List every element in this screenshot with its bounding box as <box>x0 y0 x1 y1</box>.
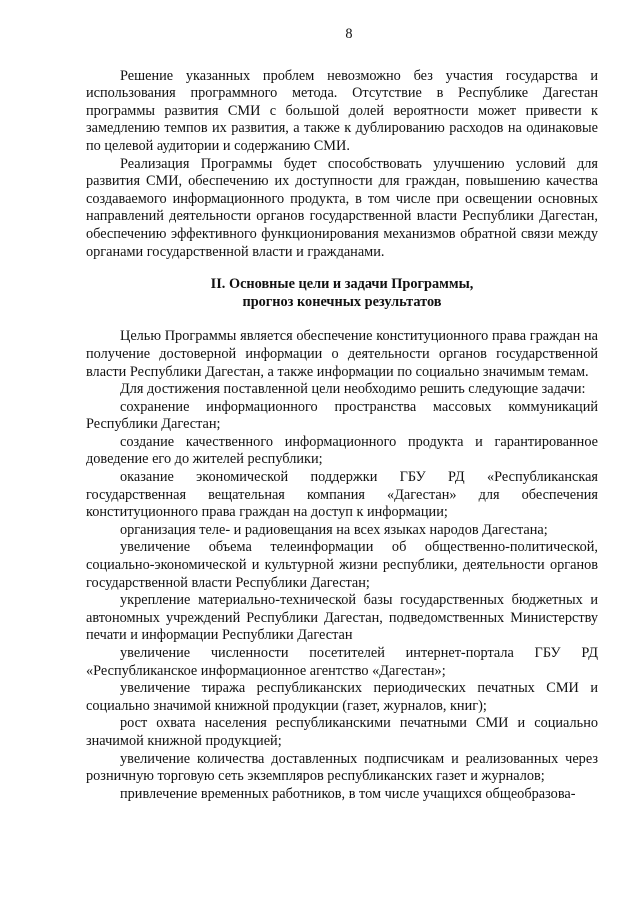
section-heading-line: прогноз конечных результатов <box>242 293 442 310</box>
list-item: рост охвата населения республиканскими печатными СМИ и социально значимой книжной продукцией; <box>86 715 598 749</box>
paragraph: Целью Программы является обеспечение конституционного права граждан на получение достоверной информации о деятельности органов государственной власти Республики Дагестан, а также информации по социально значимым темам. <box>86 328 598 380</box>
list-item: сохранение информационного пространства массовых коммуникаций Республики Дагестан; <box>86 398 598 433</box>
list-item: увеличение тиража республиканских периодических печатных СМИ и социально значимой книжной продукции (газет, журналов, книг); <box>86 680 598 714</box>
list-item: увеличение численности посетителей интернет-портала ГБУ РД «Республиканское информационное агентство «Дагестан»; <box>86 645 598 679</box>
list-item: создание качественного информационного продукта и гарантированное доведение его до жителей республики; <box>86 433 598 468</box>
list-item: увеличение количества доставленных подписчикам и реализованных через розничную торговую сеть экземпляров республиканских газет и журналов; <box>86 750 598 785</box>
list-item: укрепление материально-технической базы государственных бюджетных и автономных учреждений Республики Дагестан, подведомственных Министерству печати и информации Республики Дагестан <box>86 592 598 644</box>
list-item: оказание экономической поддержки ГБУ РД «Республиканская государственная вещательная компания «Дагестан» для обеспечения конституционного права граждан на доступ к информации; <box>86 469 598 521</box>
paragraph: Для достижения поставленной цели необходимо решить следующие задачи: <box>120 381 586 398</box>
list-item: привлечение временных работников, в том числе учащихся общеобразова- <box>120 785 576 802</box>
section-heading-line: II. Основные цели и задачи Программы, <box>210 276 474 293</box>
page-number: 8 <box>345 26 353 42</box>
paragraph: Реализация Программы будет способствовать улучшению условий для развития СМИ, обеспечению их доступности для граждан, повышению качества создаваемого информационного продукта, в том числе при освещении основных направлений деятельности органов государственной власти Республики Дагестан, обеспечению эффективного функционирования механизмов обратной связи между органами государственной власти и гражданами. <box>86 155 598 260</box>
list-item: увеличение объема телеинформации об общественно-политической, социально-экономической и культурной жизни республики, деятельности органов государственной власти Республики Дагестан; <box>86 539 598 591</box>
section-heading <box>86 276 598 311</box>
list-item: организация теле- и радиовещания на всех языках народов Дагестана; <box>120 521 548 538</box>
paragraph: Решение указанных проблем невозможно без участия государства и использования программного метода. Отсутствие в Республике Дагестан программы развития СМИ с большой долей вероятности может привести к замедлению темпов их развития, а также к дублированию расходов на одинаковые по целевой аудитории и содержанию СМИ. <box>86 67 598 154</box>
